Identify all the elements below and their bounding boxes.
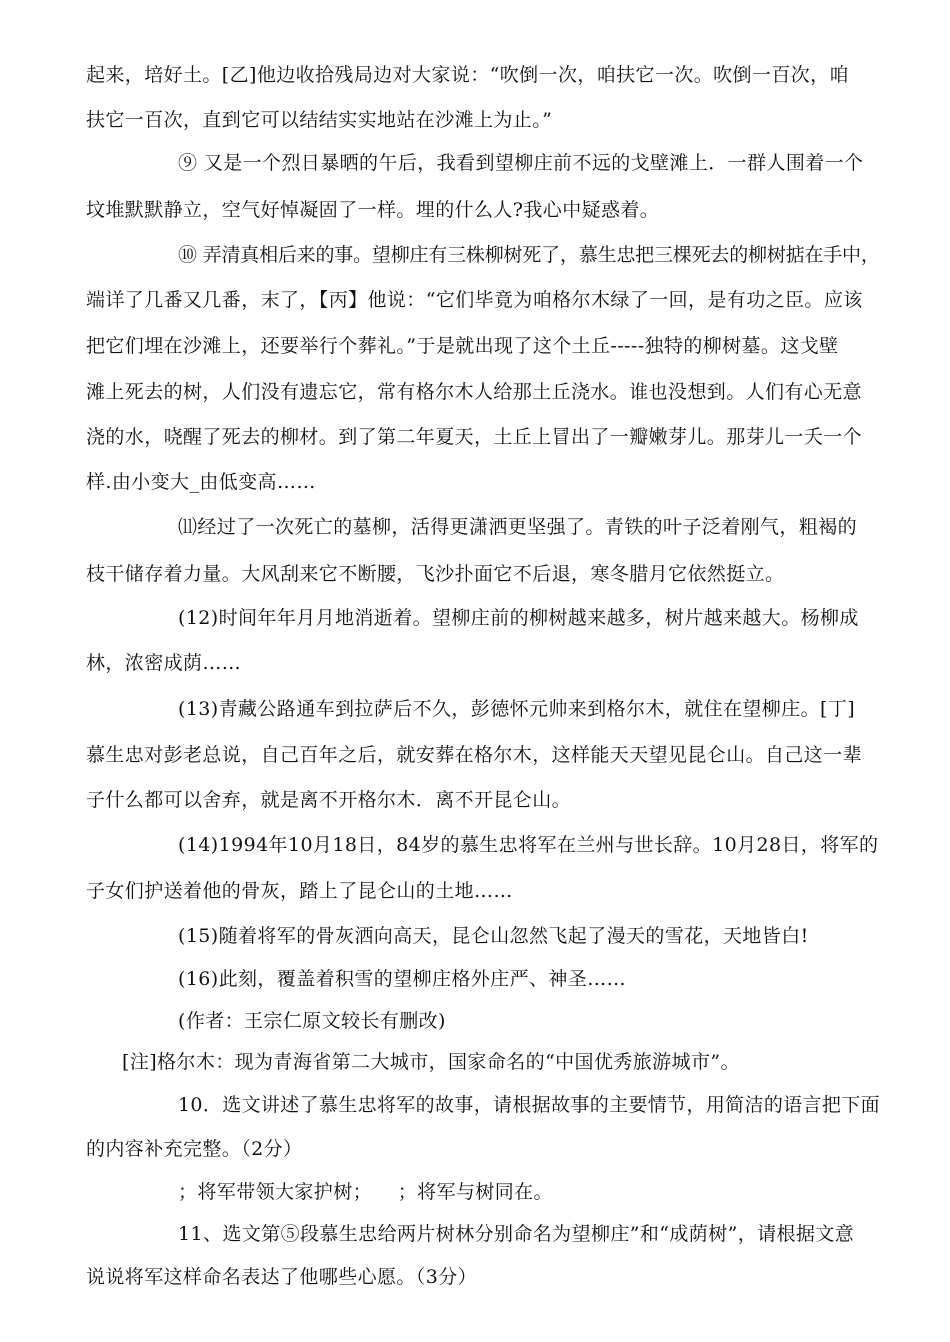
text-line: 样.由小变大_由低变高……	[86, 471, 316, 493]
paragraph-16-line: (16)此刻，覆盖着积雪的望柳庄格外庄严、神圣……	[178, 968, 627, 990]
question-10: 10．选文讲述了慕生忠将军的故事，请根据故事的主要情节，用简洁的语言把下面	[178, 1094, 880, 1116]
paragraph-14-line: (14)1994年10月18日，84岁的慕生忠将军在兰州与世长辞。10月28日，将军的	[178, 834, 879, 856]
paragraph-15-line: (15)随着将军的骨灰洒向高天，昆仑山忽然飞起了漫天的雪花，天地皆白!	[178, 925, 809, 947]
text-line: 林，浓密成荫……	[86, 652, 242, 674]
question-10-blanks: ；将军带领大家护树； ；将军与树同在。	[178, 1181, 553, 1203]
text-line: 浇的水，哓醒了死去的柳材。到了第二年夏天，土丘上冒出了一瓣嫩芽儿。那芽儿一夭一个	[86, 426, 863, 448]
text-line: 子什么都可以舍弃，就是离不开格尔木．离不开昆仑山。	[86, 789, 572, 811]
footnote: [注]格尔木：现为青海省第二大城市，国家命名的“中国优秀旅游城市”。	[122, 1051, 740, 1073]
paragraph-11-line: ⑾经过了一次死亡的墓柳，活得更潇洒更坚强了。青铁的叶子泛着刚气，粗褐的	[178, 516, 858, 538]
text-line: 起来，培好土。[乙]他边收拾残局边对大家说：“吹倒一次，咱扶它一次。吹倒一百次，咱	[86, 64, 849, 86]
text-line: 滩上死去的树，人们没有遗忘它，常有格尔木人给那土丘浇水。谁也没想到。人们有心无意	[86, 381, 863, 403]
question-11: 11、选文第⑤段慕生忠给两片树林分别命名为望柳庄”和“成荫树”，请根据文意	[178, 1223, 855, 1245]
author-note: (作者：王宗仁原文较长有删改)	[178, 1010, 446, 1032]
paragraph-13-line: (13)青藏公路通车到拉萨后不久，彭德怀元帅来到格尔木，就住在望柳庄。[丁]	[178, 698, 856, 720]
text-line: 慕生忠对彭老总说，自己百年之后，就安葬在格尔木，这样能天天望见昆仑山。自己这一辈	[86, 744, 863, 766]
paragraph-12-line: (12)时间年年月月地消逝着。望柳庄前的柳树越来越多，树片越来越大。杨柳成	[178, 607, 859, 629]
text-line: 坟堆默默静立，空气好悼凝固了一样。埋的什么人?我心中疑惑着。	[86, 199, 660, 221]
paragraph-10-line: ⑩ 弄清真相后来的事。望柳庄有三株柳树死了，慕生忠把三棵死去的柳树掂在手中，	[178, 244, 880, 266]
text-line: 的内容补充完整。（2分）	[86, 1138, 303, 1160]
text-line: 说说将军这样命名表达了他哪些心愿。（3分）	[86, 1266, 477, 1288]
paragraph-9-line: ⑨ 又是一个烈日暴晒的午后，我看到望柳庄前不远的戈壁滩上．一群人围着一个	[178, 152, 864, 174]
text-line: 子女们护送着他的骨灰，踏上了昆仑山的土地……	[86, 880, 513, 902]
text-line: 枝干储存着力量。大风刮来它不断腰，飞沙扑面它不后退，寒冬腊月它依然挺立。	[86, 563, 785, 585]
text-line: 把它们埋在沙滩上，还要举行个葬礼。”于是就出现了这个土丘-----独特的柳树墓。这戈壁	[86, 335, 839, 357]
text-line: 端详了几番又几番，末了，【丙】他说：“它们毕竟为咱格尔木绿了一回，是有功之臣。应该	[86, 289, 863, 311]
text-line: 扶它一百次，直到它可以结结实实地站在沙滩上为止。”	[86, 109, 553, 131]
